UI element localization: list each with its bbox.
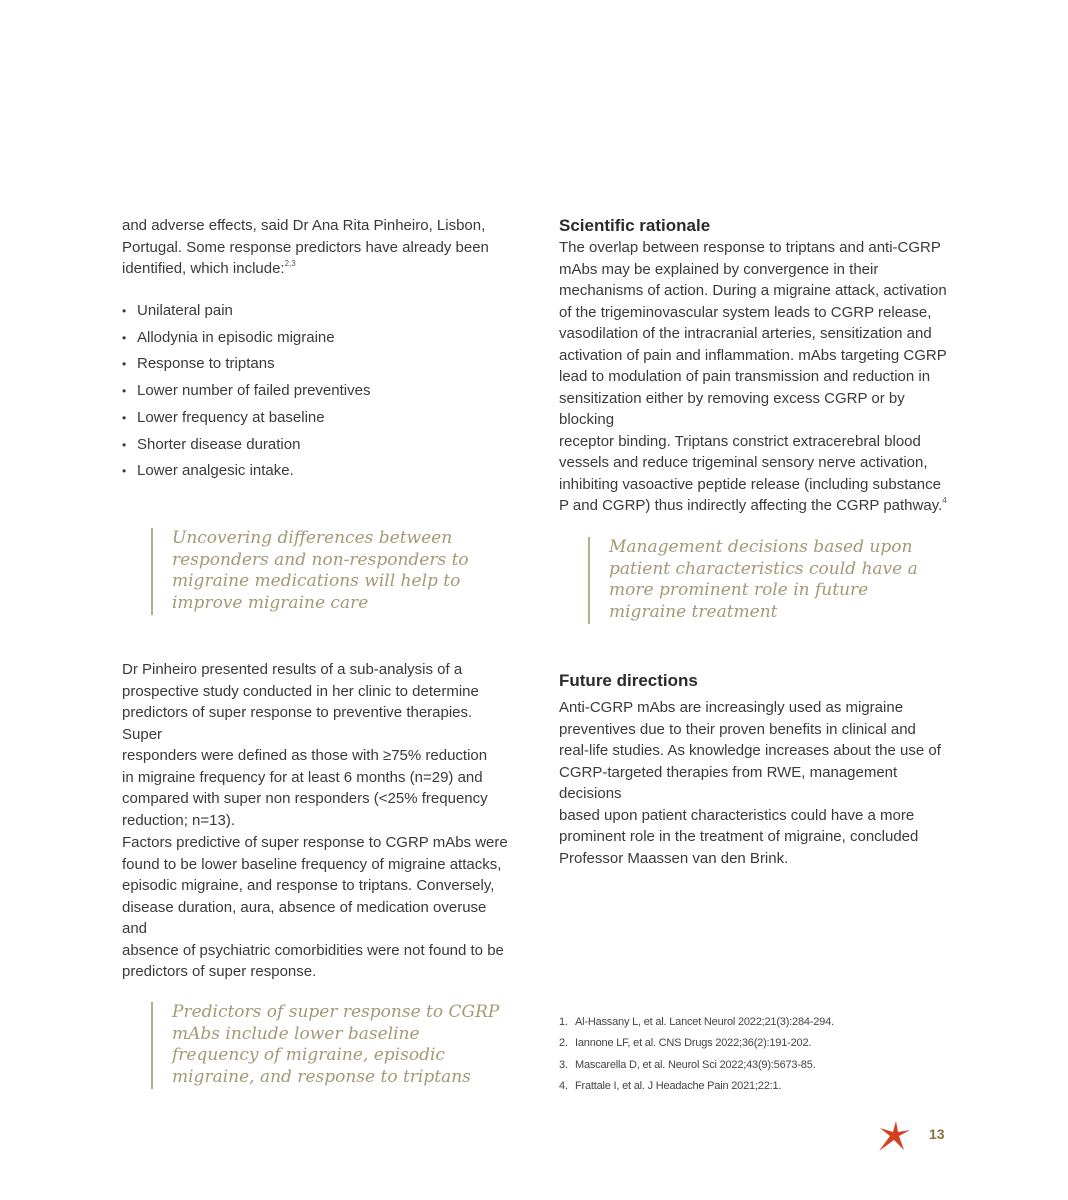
pull-quote <box>588 537 929 624</box>
intro-paragraph <box>122 215 514 280</box>
text-line: lead to modulation of pain transmission and reduction in <box>559 368 931 385</box>
text-line: found to be lower baseline frequency of migraine attacks, <box>122 855 502 873</box>
text-line: responders were defined as those with ≥75% reduction <box>122 747 488 764</box>
reference-item <box>559 1033 959 1054</box>
reference-number: 2. <box>559 1037 568 1050</box>
text-line: Dr Pinheiro presented results of a sub-analysis of a <box>122 661 463 678</box>
citation-superscript: 2,3 <box>284 259 296 268</box>
text-line: mAbs may be explained by convergence in their <box>559 260 879 278</box>
reference-text: Frattale I, et al. J Headache Pain 2021;22:1. <box>575 1079 782 1092</box>
text-line: reduction; n=13). <box>122 811 235 829</box>
text-line: episodic migraine, and response to triptans. Conversely, <box>122 877 495 894</box>
text-line: predictors of super response to preventive therapies. Super <box>122 704 473 743</box>
study-paragraph <box>122 659 514 831</box>
text-line: The overlap between response to triptans and anti-CGRP <box>559 239 941 256</box>
quote-line: more prominent role in future <box>609 580 869 601</box>
reference-number: 1. <box>559 1016 568 1028</box>
quote-line: frequency of migraine, episodic <box>172 1045 445 1066</box>
quote-line: improve migraine care <box>172 593 369 614</box>
quote-line: patient characteristics could have a <box>609 558 918 579</box>
reference-text: Mascarella D, et al. Neurol Sci 2022;43(9):5673-85. <box>575 1058 816 1071</box>
intro-line: identified, which include: <box>122 260 285 277</box>
quote-line: migraine treatment <box>609 602 778 623</box>
intro-line: Portugal. Some response predictors have already been <box>122 238 489 256</box>
text-line: activation of pain and inflammation. mAbs targeting CGRP <box>559 346 947 364</box>
text-line: inhibiting vasoactive peptide release (including substance <box>559 475 941 493</box>
text-line: receptor binding. Triptans constrict extracerebral blood <box>559 432 921 450</box>
text-line: vessels and reduce trigeminal sensory nerve activation, <box>559 454 928 471</box>
reference-number: 4. <box>559 1079 568 1092</box>
scientific-rationale-section <box>559 215 951 517</box>
list-item: • Lower number of failed preventives <box>122 378 514 405</box>
quote-line: Uncovering differences between <box>172 528 453 548</box>
pull-quote <box>151 1002 512 1089</box>
text-line: predictors of super response. <box>122 963 317 980</box>
star-icon <box>876 1118 912 1154</box>
quote-line: mAbs include lower baseline <box>172 1023 420 1044</box>
list-item: • Shorter disease duration <box>122 432 514 459</box>
text-line: prospective study conducted in her clinic to determine <box>122 682 479 700</box>
list-item: • Lower frequency at baseline <box>122 405 514 432</box>
future-directions-section <box>559 670 951 869</box>
citation-superscript: 4 <box>942 496 947 505</box>
section-heading: Scientific rationale <box>559 216 711 235</box>
text-line: Anti-CGRP mAbs are increasingly used as migraine <box>559 699 904 716</box>
text-line: mechanisms of action. During a migraine attack, activation <box>559 282 947 299</box>
text-line: sensitization either by removing excess CGRP or by blocking <box>559 389 905 428</box>
list-item: • Allodynia in episodic migraine <box>122 325 514 352</box>
reference-item <box>559 1012 959 1033</box>
intro-line: and adverse effects, said Dr Ana Rita Pinheiro, Lisbon, <box>122 217 486 234</box>
reference-text: Al-Hassany L, et al. Lancet Neurol 2022;21(3):284-294. <box>575 1016 834 1028</box>
text-line: prominent role in the treatment of migraine, concluded <box>559 828 919 845</box>
text-line: absence of psychiatric comorbidities were not found to be <box>122 941 504 959</box>
reference-text: Iannone LF, et al. CNS Drugs 2022;36(2):191-202. <box>575 1037 812 1050</box>
text-line: compared with super non responders (<25% frequency <box>122 790 488 807</box>
text-line: Factors predictive of super response to CGRP mAbs were <box>122 834 508 851</box>
predictor-list <box>122 298 514 485</box>
references-list <box>559 1012 959 1097</box>
text-line: preventives due to their proven benefits in clinical and <box>559 720 916 738</box>
text-line: CGRP-targeted therapies from RWE, management decisions <box>559 763 898 802</box>
factors-paragraph <box>122 832 514 983</box>
quote-line: Predictors of super response to CGRP <box>172 1002 500 1022</box>
text-line: in migraine frequency for at least 6 months (n=29) and <box>122 768 483 786</box>
list-item: • Lower analgesic intake. <box>122 458 514 485</box>
text-line: of the trigeminovascular system leads to CGRP release, <box>559 303 932 321</box>
text-line: based upon patient characteristics could have a more <box>559 806 915 824</box>
quote-line: responders and non-responders to <box>172 549 469 570</box>
list-item: • Response to triptans <box>122 351 514 378</box>
text-line: P and CGRP) thus indirectly affecting the CGRP pathway. <box>559 497 943 514</box>
section-heading: Future directions <box>559 671 698 690</box>
page-number: 13 <box>929 1126 945 1142</box>
text-line: vasodilation of the intracranial arteries, sensitization and <box>559 325 932 342</box>
pull-quote <box>151 528 492 615</box>
quote-line: migraine, and response to triptans <box>172 1067 471 1088</box>
text-line: real-life studies. As knowledge increases about the use of <box>559 742 941 759</box>
reference-item <box>559 1055 959 1076</box>
quote-line: migraine medications will help to <box>172 571 461 592</box>
text-line: disease duration, aura, absence of medication overuse and <box>122 898 487 937</box>
list-item: • Unilateral pain <box>122 298 514 325</box>
reference-item <box>559 1076 959 1097</box>
text-line: Professor Maassen van den Brink. <box>559 849 789 867</box>
quote-line: Management decisions based upon <box>609 537 913 557</box>
reference-number: 3. <box>559 1058 568 1071</box>
